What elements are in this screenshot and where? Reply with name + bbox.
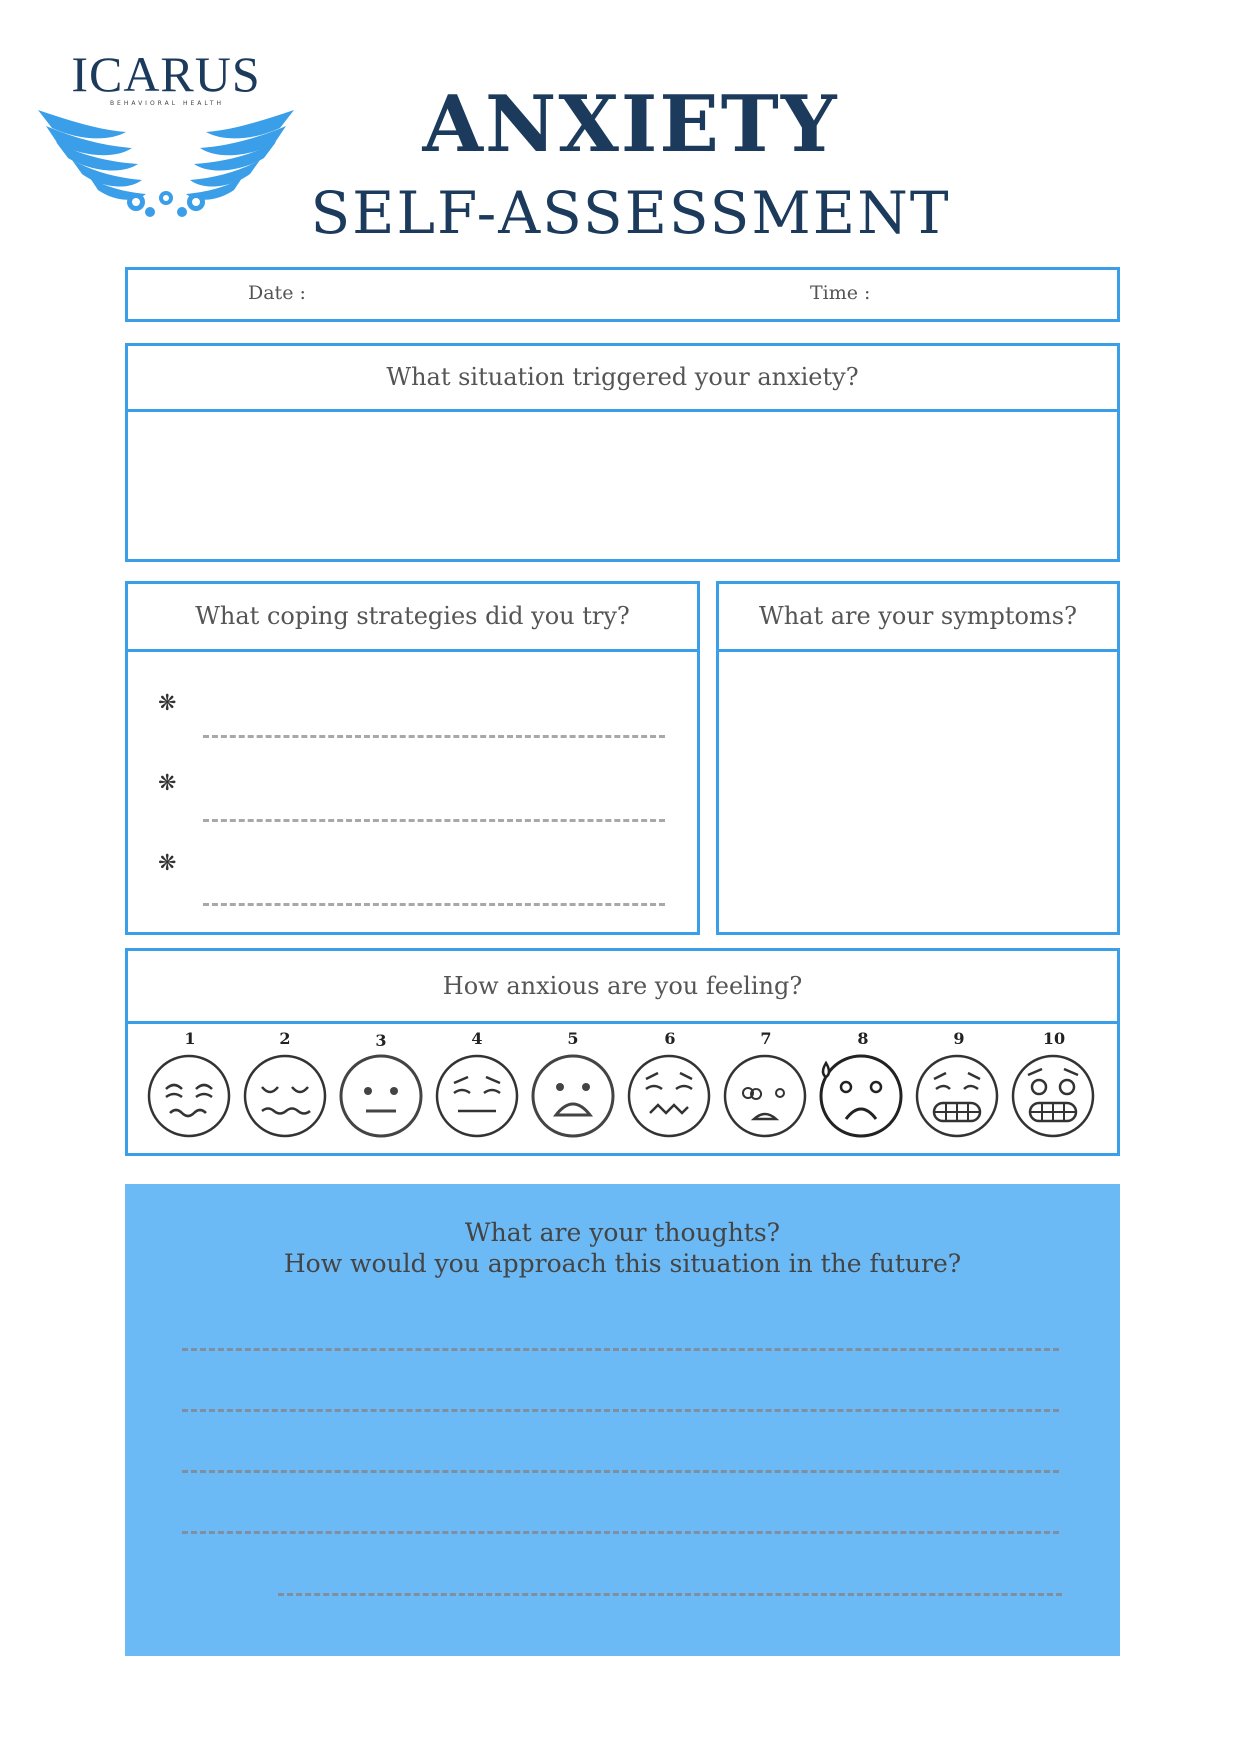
scale-number: 2 bbox=[279, 1029, 291, 1048]
face-1-icon[interactable] bbox=[146, 1053, 232, 1139]
feeling-box bbox=[125, 948, 1120, 1156]
scale-number: 4 bbox=[471, 1029, 483, 1048]
logo-name: ICARUS bbox=[71, 46, 261, 102]
symptoms-box bbox=[716, 581, 1120, 935]
page-title: ANXIETY bbox=[422, 79, 839, 170]
thoughts-answer-line[interactable] bbox=[182, 1470, 1059, 1473]
datetime-box bbox=[125, 267, 1120, 322]
coping-box bbox=[125, 581, 700, 935]
thoughts-answer-line[interactable] bbox=[182, 1348, 1059, 1351]
scale-number: 3 bbox=[375, 1031, 387, 1050]
scale-number: 7 bbox=[760, 1029, 772, 1048]
face-2-icon[interactable] bbox=[242, 1053, 328, 1139]
bullet-icon: ❋ bbox=[158, 691, 177, 716]
feeling-question: How anxious are you feeling? bbox=[128, 951, 1117, 1024]
scale-number: 5 bbox=[567, 1029, 579, 1048]
face-10-icon[interactable] bbox=[1010, 1053, 1096, 1139]
page-subtitle: SELF-ASSESSMENT bbox=[310, 179, 951, 247]
scale-number: 6 bbox=[664, 1029, 676, 1048]
coping-answer-line[interactable] bbox=[203, 735, 665, 738]
face-7-icon[interactable] bbox=[722, 1053, 808, 1139]
bullet-icon: ❋ bbox=[158, 851, 177, 876]
trigger-question: What situation triggered your anxiety? bbox=[128, 346, 1117, 412]
scale-number: 10 bbox=[1042, 1029, 1066, 1048]
trigger-box bbox=[125, 343, 1120, 562]
thoughts-answer-line[interactable] bbox=[182, 1531, 1059, 1534]
thoughts-answer-line[interactable] bbox=[182, 1409, 1059, 1412]
face-5-icon[interactable] bbox=[530, 1053, 616, 1139]
scale-number: 9 bbox=[953, 1029, 965, 1048]
symptoms-answer-area[interactable] bbox=[719, 652, 1117, 932]
scale-number: 8 bbox=[857, 1029, 869, 1048]
coping-answer-line[interactable] bbox=[203, 819, 665, 822]
face-4-icon[interactable] bbox=[434, 1053, 520, 1139]
coping-answer-line[interactable] bbox=[203, 903, 665, 906]
scale-number: 1 bbox=[184, 1029, 196, 1048]
thoughts-question-2: How would you approach this situation in the future? bbox=[283, 1249, 962, 1278]
thoughts-question-1: What are your thoughts? bbox=[464, 1218, 781, 1247]
trigger-answer-area[interactable] bbox=[128, 412, 1117, 559]
coping-question: What coping strategies did you try? bbox=[128, 584, 697, 652]
thoughts-answer-line[interactable] bbox=[278, 1593, 1062, 1596]
logo-subtitle: BEHAVIORAL HEALTH bbox=[109, 100, 225, 107]
face-9-icon[interactable] bbox=[914, 1053, 1000, 1139]
face-3-icon[interactable] bbox=[338, 1053, 424, 1139]
face-8-icon[interactable] bbox=[818, 1053, 904, 1139]
symptoms-question: What are your symptoms? bbox=[719, 584, 1117, 652]
date-label: Date : bbox=[248, 282, 306, 304]
time-label: Time : bbox=[810, 282, 871, 304]
feeling-scale bbox=[128, 1021, 1117, 1153]
face-6-icon[interactable] bbox=[626, 1053, 712, 1139]
thoughts-panel bbox=[125, 1184, 1120, 1656]
bullet-icon: ❋ bbox=[158, 771, 177, 796]
